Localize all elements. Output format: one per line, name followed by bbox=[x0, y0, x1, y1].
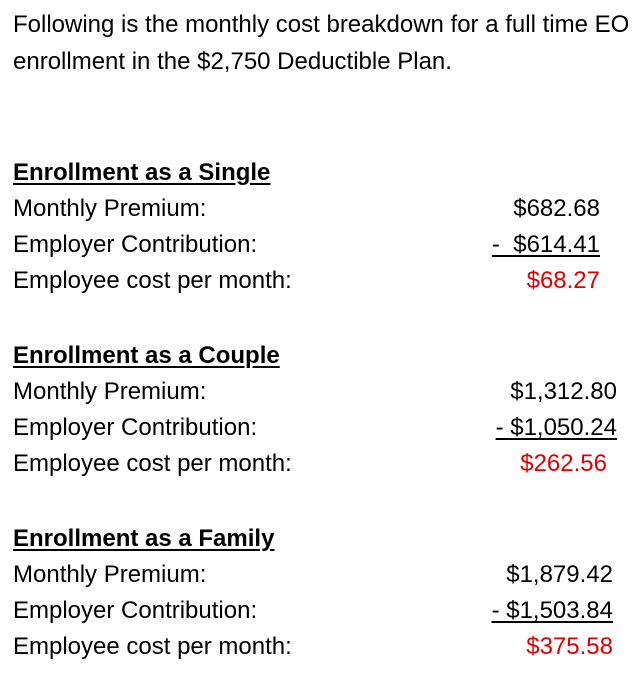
employee-cost-row bbox=[13, 263, 633, 299]
employer-contribution-value: - $614.41 bbox=[491, 231, 600, 258]
employer-contribution-value: - $1,050.24 bbox=[495, 414, 617, 441]
employee-cost-row bbox=[13, 446, 633, 482]
employee-cost-label: Employee cost per month: bbox=[13, 450, 292, 477]
couple-enrollment-section bbox=[13, 338, 633, 482]
section-title: Enrollment as a Single bbox=[13, 159, 271, 186]
intro-text: Following is the monthly cost breakdown for a full time EO enrollment in the $2,750 Deductible Plan. bbox=[13, 11, 630, 75]
monthly-premium-value: $682.68 bbox=[513, 195, 600, 222]
employee-cost-value: $262.56 bbox=[520, 450, 607, 477]
employee-cost-label: Employee cost per month: bbox=[13, 633, 292, 660]
employee-cost-label: Employee cost per month: bbox=[13, 267, 292, 294]
monthly-premium-row bbox=[13, 374, 633, 410]
family-enrollment-section bbox=[13, 521, 633, 665]
employee-cost-row bbox=[13, 629, 633, 665]
section-title: Enrollment as a Family bbox=[13, 525, 275, 552]
section-title: Enrollment as a Couple bbox=[13, 342, 280, 369]
single-enrollment-section bbox=[13, 155, 633, 299]
employee-cost-value: $68.27 bbox=[526, 267, 600, 294]
monthly-premium-row bbox=[13, 557, 633, 593]
employer-contribution-row bbox=[13, 593, 633, 629]
employer-contribution-label: Employer Contribution: bbox=[13, 597, 258, 624]
employer-contribution-label: Employer Contribution: bbox=[13, 414, 258, 441]
employee-cost-value: $375.58 bbox=[526, 633, 613, 660]
employer-contribution-value: - $1,503.84 bbox=[491, 597, 613, 624]
monthly-premium-label: Monthly Premium: bbox=[13, 195, 207, 222]
employer-contribution-row bbox=[13, 227, 633, 263]
employer-contribution-row bbox=[13, 410, 633, 446]
monthly-premium-value: $1,312.80 bbox=[510, 378, 617, 405]
monthly-premium-label: Monthly Premium: bbox=[13, 378, 207, 405]
monthly-premium-label: Monthly Premium: bbox=[13, 561, 207, 588]
monthly-premium-row bbox=[13, 191, 633, 227]
monthly-premium-value: $1,879.42 bbox=[506, 561, 613, 588]
employer-contribution-label: Employer Contribution: bbox=[13, 231, 258, 258]
